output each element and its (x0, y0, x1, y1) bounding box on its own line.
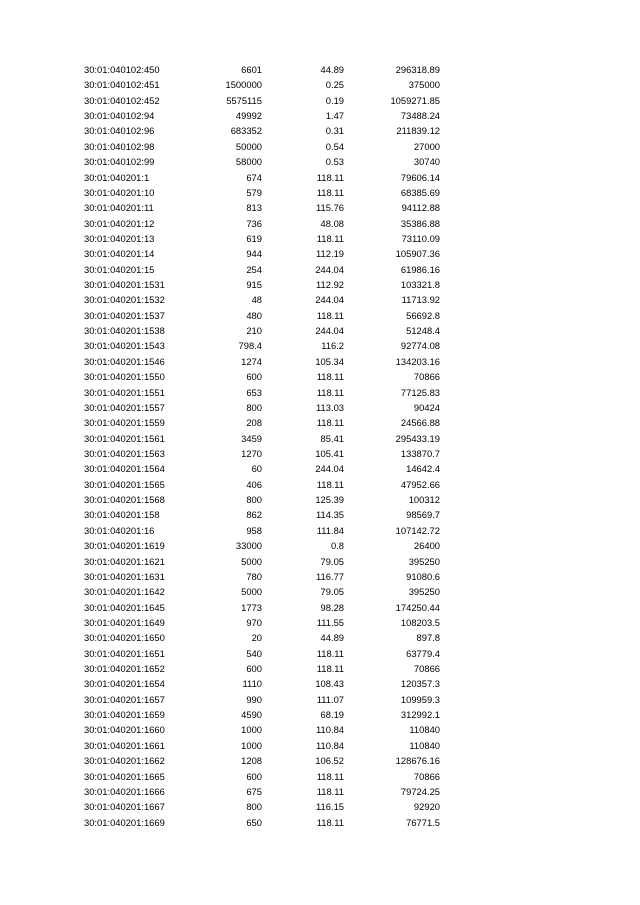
unit-price-cell: 0.8 (330, 540, 344, 552)
unit-price-cell: 118.11 (316, 816, 344, 828)
quantity-cell: 674 (246, 171, 262, 183)
unit-price-cell: 108.43 (315, 678, 344, 690)
quantity-cell: 208 (246, 417, 262, 429)
unit-price-cell: 98.28 (320, 601, 344, 613)
quantity-cell: 915 (246, 279, 262, 291)
total-value-cell: 128676.16 (395, 755, 440, 767)
quantity-cell: 600 (246, 371, 262, 383)
table-row (0, 600, 640, 615)
total-value-cell: 30740 (413, 156, 440, 168)
total-value-cell: 68385.69 (400, 186, 440, 198)
quantity-cell: 406 (246, 478, 262, 490)
quantity-cell: 800 (246, 401, 262, 413)
table-row (0, 323, 640, 338)
table-row (0, 799, 640, 814)
quantity-cell: 1274 (241, 355, 262, 367)
cadastral-number-cell: 30:01:040201:1621 (84, 555, 165, 567)
total-value-cell: 295433.19 (395, 432, 440, 444)
total-value-cell: 27000 (413, 140, 440, 152)
table-row (0, 784, 640, 799)
unit-price-cell: 68.19 (320, 709, 344, 721)
unit-price-cell: 0.31 (325, 125, 344, 137)
total-value-cell: 174250.44 (395, 601, 440, 613)
quantity-cell: 58000 (235, 156, 262, 168)
total-value-cell: 105907.36 (395, 248, 440, 260)
cadastral-number-cell: 30:01:040201:11 (84, 202, 154, 214)
unit-price-cell: 118.11 (316, 232, 344, 244)
quantity-cell: 1773 (241, 601, 262, 613)
unit-price-cell: 44.89 (320, 632, 344, 644)
cadastral-number-cell: 30:01:040201:13 (84, 232, 155, 244)
quantity-cell: 210 (246, 325, 262, 337)
cadastral-number-cell: 30:01:040102:94 (84, 110, 155, 122)
table-row (0, 523, 640, 538)
table-row (0, 277, 640, 292)
cadastral-number-cell: 30:01:040102:96 (84, 125, 155, 137)
total-value-cell: 395250 (408, 555, 440, 567)
cadastral-number-cell: 30:01:040201:1631 (84, 570, 165, 582)
quantity-cell: 600 (246, 770, 262, 782)
table-row (0, 185, 640, 200)
cadastral-number-cell: 30:01:040201:1649 (84, 616, 165, 628)
table-row (0, 246, 640, 261)
unit-price-cell: 85.41 (320, 432, 344, 444)
table-row (0, 108, 640, 123)
cadastral-number-cell: 30:01:040201:1538 (84, 325, 165, 337)
cadastral-number-cell: 30:01:040201:1531 (84, 279, 165, 291)
quantity-cell: 650 (246, 816, 262, 828)
table-row (0, 615, 640, 630)
table-row (0, 93, 640, 108)
quantity-cell: 5575115 (226, 94, 262, 106)
unit-price-cell: 113.03 (316, 401, 344, 413)
cadastral-number-cell: 30:01:040201:1532 (84, 294, 165, 306)
quantity-cell: 683352 (230, 125, 262, 137)
quantity-cell: 798.4 (238, 340, 262, 352)
unit-price-cell: 118.11 (316, 186, 344, 198)
cadastral-number-cell: 30:01:040201:14 (84, 248, 155, 260)
unit-price-cell: 110.84 (316, 724, 344, 736)
unit-price-cell: 114.35 (316, 509, 344, 521)
unit-price-cell: 0.25 (325, 79, 344, 91)
quantity-cell: 50000 (235, 140, 262, 152)
table-row (0, 62, 640, 77)
total-value-cell: 79606.14 (400, 171, 440, 183)
unit-price-cell: 118.11 (316, 663, 344, 675)
cadastral-number-cell: 30:01:040201:1561 (84, 432, 165, 444)
cadastral-number-cell: 30:01:040201:1652 (84, 663, 165, 675)
total-value-cell: 63779.4 (406, 647, 440, 659)
unit-price-cell: 0.19 (325, 94, 344, 106)
unit-price-cell: 0.53 (325, 156, 344, 168)
total-value-cell: 94112.88 (401, 202, 440, 214)
quantity-cell: 813 (246, 202, 262, 214)
unit-price-cell: 118.11 (316, 386, 344, 398)
unit-price-cell: 125.39 (315, 494, 344, 506)
quantity-cell: 6601 (241, 64, 262, 75)
quantity-cell: 800 (246, 801, 262, 813)
quantity-cell: 944 (246, 248, 262, 260)
unit-price-cell: 111.55 (316, 616, 344, 628)
unit-price-cell: 112.19 (316, 248, 344, 260)
table-row (0, 200, 640, 215)
total-value-cell: 108203.5 (400, 616, 440, 628)
cadastral-number-cell: 30:01:040201:1665 (84, 770, 165, 782)
unit-price-cell: 244.04 (315, 263, 344, 275)
quantity-cell: 5000 (241, 586, 262, 598)
table-row (0, 769, 640, 784)
quantity-cell: 5000 (241, 555, 262, 567)
unit-price-cell: 115.76 (316, 202, 344, 214)
quantity-cell: 579 (246, 186, 262, 198)
total-value-cell: 92774.08 (400, 340, 440, 352)
table-row (0, 77, 640, 92)
unit-price-cell: 116.2 (321, 340, 344, 352)
unit-price-cell: 118.11 (316, 770, 344, 782)
unit-price-cell: 244.04 (315, 294, 344, 306)
table-row (0, 646, 640, 661)
total-value-cell: 24566.88 (400, 417, 440, 429)
table-row (0, 461, 640, 476)
table-row (0, 354, 640, 369)
cadastral-number-cell: 30:01:040201:1650 (84, 632, 165, 644)
table-row (0, 554, 640, 569)
data-table (0, 62, 640, 830)
unit-price-cell: 105.34 (315, 355, 344, 367)
cadastral-number-cell: 30:01:040201:1543 (84, 340, 165, 352)
table-row (0, 369, 640, 384)
cadastral-number-cell: 30:01:040102:98 (84, 140, 155, 152)
cadastral-number-cell: 30:01:040201:1662 (84, 755, 165, 767)
total-value-cell: 100312 (408, 494, 440, 506)
cadastral-number-cell: 30:01:040201:1557 (84, 401, 165, 413)
total-value-cell: 134203.16 (395, 355, 440, 367)
table-row (0, 400, 640, 415)
quantity-cell: 653 (246, 386, 262, 398)
quantity-cell: 675 (246, 785, 262, 797)
total-value-cell: 26400 (413, 540, 440, 552)
total-value-cell: 56692.8 (406, 309, 440, 321)
table-row (0, 753, 640, 768)
cadastral-number-cell: 30:01:040201:1563 (84, 447, 165, 459)
table-row (0, 584, 640, 599)
unit-price-cell: 116.77 (316, 570, 344, 582)
cadastral-number-cell: 30:01:040201:1666 (84, 785, 165, 797)
total-value-cell: 11713.92 (401, 294, 440, 306)
quantity-cell: 736 (246, 217, 262, 229)
quantity-cell: 480 (246, 309, 262, 321)
cadastral-number-cell: 30:01:040201:1550 (84, 371, 165, 383)
unit-price-cell: 48.08 (320, 217, 344, 229)
table-row (0, 308, 640, 323)
total-value-cell: 375000 (408, 79, 440, 91)
quantity-cell: 970 (246, 616, 262, 628)
table-row (0, 216, 640, 231)
quantity-cell: 1110 (242, 678, 262, 690)
unit-price-cell: 105.41 (315, 447, 344, 459)
quantity-cell: 862 (246, 509, 262, 521)
total-value-cell: 76771.5 (406, 816, 440, 828)
table-row (0, 123, 640, 138)
cadastral-number-cell: 30:01:040201:1669 (84, 816, 165, 828)
total-value-cell: 211839.12 (396, 125, 440, 137)
table-row (0, 538, 640, 553)
quantity-cell: 1270 (241, 447, 262, 459)
quantity-cell: 3459 (241, 432, 262, 444)
cadastral-number-cell: 30:01:040201:1661 (84, 739, 165, 751)
total-value-cell: 133870.7 (400, 447, 440, 459)
table-row (0, 507, 640, 522)
table-row (0, 231, 640, 246)
table-row (0, 338, 640, 353)
unit-price-cell: 0.54 (325, 140, 344, 152)
total-value-cell: 51248.4 (406, 325, 440, 337)
cadastral-number-cell: 30:01:040201:1654 (84, 678, 165, 690)
total-value-cell: 90424 (413, 401, 440, 413)
quantity-cell: 540 (246, 647, 262, 659)
cadastral-number-cell: 30:01:040201:1659 (84, 709, 165, 721)
total-value-cell: 73488.24 (400, 110, 440, 122)
quantity-cell: 619 (246, 232, 262, 244)
cadastral-number-cell: 30:01:040201:1642 (84, 586, 165, 598)
unit-price-cell: 118.11 (316, 371, 344, 383)
total-value-cell: 73110.09 (401, 232, 440, 244)
unit-price-cell: 118.11 (316, 417, 344, 429)
table-row (0, 139, 640, 154)
total-value-cell: 110840 (409, 724, 440, 736)
total-value-cell: 897.8 (416, 632, 440, 644)
table-row (0, 170, 640, 185)
total-value-cell: 70866 (413, 371, 440, 383)
total-value-cell: 47952.66 (400, 478, 440, 490)
quantity-cell: 1000 (241, 739, 262, 751)
total-value-cell: 70866 (413, 770, 440, 782)
unit-price-cell: 244.04 (315, 463, 344, 475)
cadastral-number-cell: 30:01:040102:450 (84, 64, 160, 75)
table-row (0, 676, 640, 691)
unit-price-cell: 118.11 (316, 785, 344, 797)
cadastral-number-cell: 30:01:040201:16 (84, 524, 155, 536)
cadastral-number-cell: 30:01:040201:1 (84, 171, 150, 183)
unit-price-cell: 244.04 (315, 325, 344, 337)
cadastral-number-cell: 30:01:040201:1568 (84, 494, 165, 506)
total-value-cell: 312992.1 (400, 709, 440, 721)
quantity-cell: 49992 (235, 110, 262, 122)
cadastral-number-cell: 30:01:040201:10 (84, 186, 155, 198)
unit-price-cell: 118.11 (316, 647, 344, 659)
unit-price-cell: 44.89 (320, 64, 344, 75)
table-row (0, 431, 640, 446)
cadastral-number-cell: 30:01:040102:452 (84, 94, 160, 106)
unit-price-cell: 79.05 (320, 555, 344, 567)
table-row (0, 477, 640, 492)
total-value-cell: 109959.3 (400, 693, 440, 705)
unit-price-cell: 118.11 (316, 171, 344, 183)
unit-price-cell: 110.84 (316, 739, 344, 751)
quantity-cell: 4590 (241, 709, 262, 721)
quantity-cell: 990 (246, 693, 262, 705)
quantity-cell: 254 (246, 263, 262, 275)
quantity-cell: 60 (251, 463, 262, 475)
total-value-cell: 79724.25 (400, 785, 440, 797)
total-value-cell: 107142.72 (395, 524, 440, 536)
cadastral-number-cell: 30:01:040201:158 (84, 509, 160, 521)
cadastral-number-cell: 30:01:040102:451 (84, 79, 160, 91)
quantity-cell: 33000 (235, 540, 262, 552)
total-value-cell: 14642.4 (406, 463, 440, 475)
cadastral-number-cell: 30:01:040201:1565 (84, 478, 165, 490)
total-value-cell: 296318.89 (395, 64, 440, 75)
total-value-cell: 77125.83 (400, 386, 440, 398)
table-row (0, 262, 640, 277)
total-value-cell: 1059271.85 (390, 94, 440, 106)
quantity-cell: 20 (251, 632, 262, 644)
cadastral-number-cell: 30:01:040201:15 (84, 263, 155, 275)
table-row (0, 446, 640, 461)
table-row (0, 292, 640, 307)
quantity-cell: 800 (246, 494, 262, 506)
unit-price-cell: 106.52 (315, 755, 344, 767)
cadastral-number-cell: 30:01:040201:1619 (84, 540, 165, 552)
table-row (0, 385, 640, 400)
total-value-cell: 103321.8 (400, 279, 440, 291)
cadastral-number-cell: 30:01:040201:1667 (84, 801, 165, 813)
table-row (0, 661, 640, 676)
unit-price-cell: 116.15 (316, 801, 344, 813)
unit-price-cell: 111.07 (316, 693, 344, 705)
unit-price-cell: 118.11 (316, 309, 344, 321)
total-value-cell: 98569.7 (406, 509, 440, 521)
cadastral-number-cell: 30:01:040201:12 (84, 217, 155, 229)
cadastral-number-cell: 30:01:040201:1645 (84, 601, 165, 613)
cadastral-number-cell: 30:01:040102:99 (84, 156, 155, 168)
cadastral-number-cell: 30:01:040201:1551 (84, 386, 165, 398)
total-value-cell: 395250 (408, 586, 440, 598)
quantity-cell: 1000 (241, 724, 262, 736)
table-row (0, 722, 640, 737)
quantity-cell: 780 (246, 570, 262, 582)
unit-price-cell: 118.11 (316, 478, 344, 490)
quantity-cell: 1500000 (225, 79, 262, 91)
cadastral-number-cell: 30:01:040201:1546 (84, 355, 165, 367)
cadastral-number-cell: 30:01:040201:1537 (84, 309, 165, 321)
total-value-cell: 120357.3 (400, 678, 440, 690)
table-row (0, 707, 640, 722)
table-row (0, 569, 640, 584)
total-value-cell: 70866 (413, 663, 440, 675)
table-row (0, 630, 640, 645)
quantity-cell: 1208 (241, 755, 262, 767)
table-row (0, 154, 640, 169)
table-row (0, 815, 640, 830)
cadastral-number-cell: 30:01:040201:1660 (84, 724, 165, 736)
total-value-cell: 91080.6 (406, 570, 440, 582)
total-value-cell: 35386.88 (400, 217, 440, 229)
total-value-cell: 110840 (409, 739, 440, 751)
quantity-cell: 48 (251, 294, 262, 306)
unit-price-cell: 111.84 (316, 524, 344, 536)
unit-price-cell: 1.47 (325, 110, 344, 122)
quantity-cell: 958 (246, 524, 262, 536)
cadastral-number-cell: 30:01:040201:1564 (84, 463, 165, 475)
cadastral-number-cell: 30:01:040201:1657 (84, 693, 165, 705)
unit-price-cell: 79.05 (320, 586, 344, 598)
unit-price-cell: 112.92 (316, 279, 344, 291)
table-row (0, 692, 640, 707)
cadastral-number-cell: 30:01:040201:1559 (84, 417, 165, 429)
quantity-cell: 600 (246, 663, 262, 675)
table-row (0, 492, 640, 507)
table-row (0, 415, 640, 430)
table-row (0, 738, 640, 753)
total-value-cell: 61986.16 (400, 263, 440, 275)
cadastral-number-cell: 30:01:040201:1651 (84, 647, 165, 659)
total-value-cell: 92920 (413, 801, 440, 813)
